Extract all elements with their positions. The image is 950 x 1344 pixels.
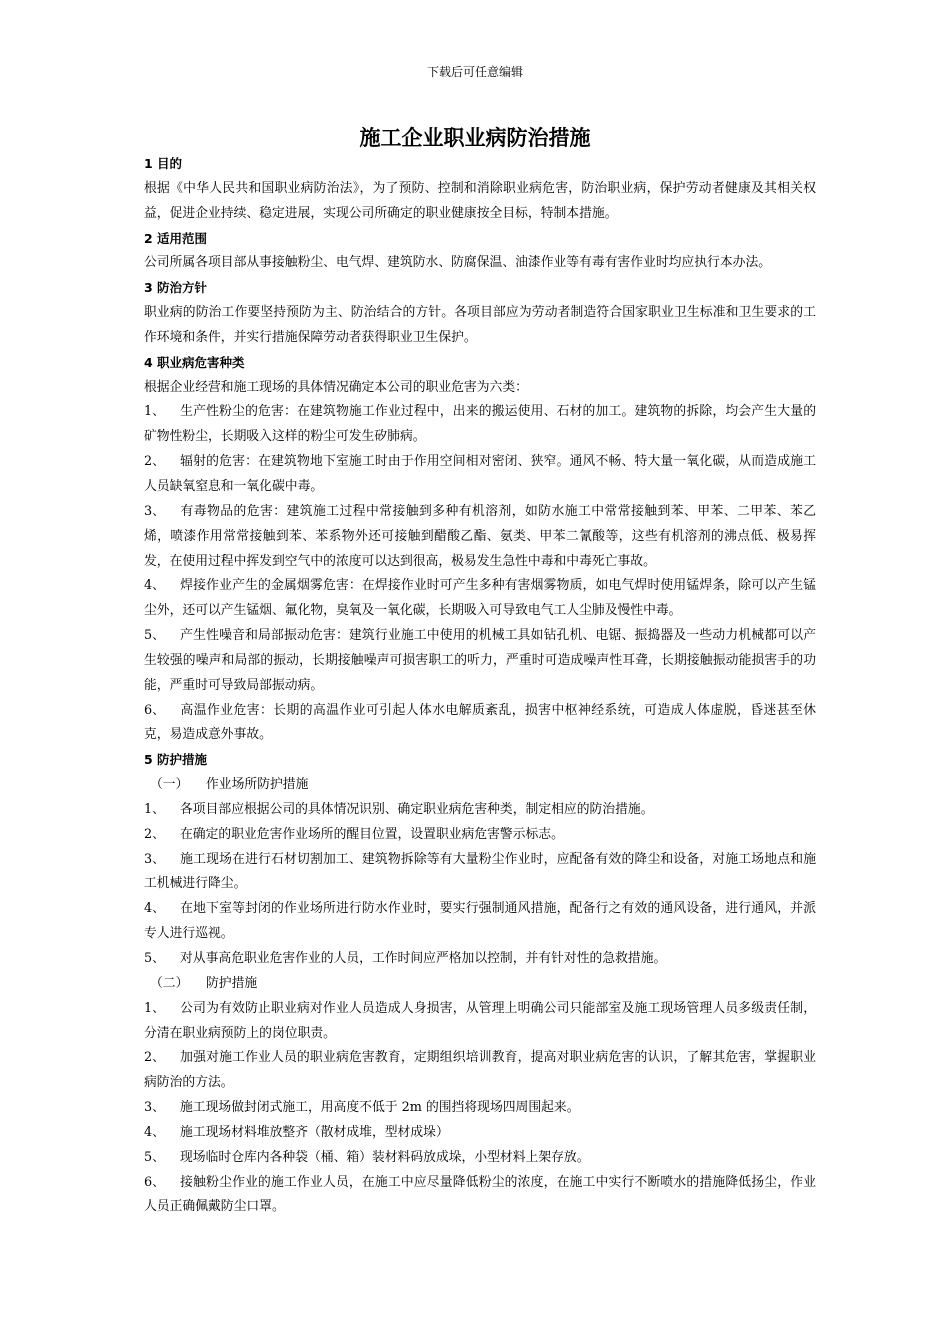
document-title: 施工企业职业病防治措施 — [359, 126, 591, 150]
item-number: 6、 — [144, 702, 165, 718]
paragraph: 根据企业经营和施工现场的具体情况确定本公司的职业危害为六类： — [144, 379, 528, 395]
item-number: 5、 — [144, 1149, 165, 1165]
list-item — [144, 1171, 816, 1221]
list-item — [144, 997, 816, 1047]
item-text: 施工现场材料堆放整齐（散材成堆，型材成垛） — [180, 1124, 449, 1140]
subsection-heading — [144, 972, 816, 997]
item-text: 作业场所防护措施 — [206, 777, 309, 793]
item-text: 产生性噪音和局部振动危害：建筑行业施工中使用的机械工具如钻孔机、电锯、振捣器及一些动力机械都可以产生较强的噪声和局部的振动，长期接触噪声可损害职工的听力，严重时可造成噪声性耳聋，长期接触振动能损害手的功能，严重时可导致局部振动病。 — [144, 628, 816, 693]
paragraph: 根据《中华人民共和国职业病防治法》，为了预防、控制和消除职业病危害，防治职业病，保护劳动者健康及其相关权益，促进企业持续、稳定进展，实现公司所确定的职业健康按全目标，特制本措施。 — [144, 180, 816, 221]
list-item — [144, 823, 816, 848]
item-text: 各项目部应根据公司的具体情况识别、确定职业病危害种类，制定相应的防治措施。 — [180, 801, 654, 817]
list-item — [144, 1046, 816, 1096]
list-item — [144, 1146, 816, 1171]
page-header: 下载后可任意编辑 — [426, 65, 523, 79]
subsection-heading — [144, 773, 816, 798]
item-text: 在确定的职业危害作业场所的醒目位置，设置职业病危害警示标志。 — [180, 826, 564, 842]
list-item — [144, 947, 816, 972]
list-item — [144, 500, 816, 575]
item-number: 1、 — [144, 1000, 165, 1016]
item-number: 3、 — [144, 851, 165, 867]
list-item — [144, 574, 816, 624]
item-number: 3、 — [144, 503, 165, 519]
list-item — [144, 400, 816, 450]
item-text: 接触粉尘作业的施工作业人员，在施工中应尽量降低粉尘的浓度，在施工中实行不断喷水的措施降低扬尘，作业人员正确佩戴防尘口罩。 — [144, 1174, 816, 1215]
item-number: （二） — [150, 975, 189, 991]
item-number: 2、 — [144, 1050, 165, 1066]
item-text: 高温作业危害：长期的高温作业可引起人体水电解质紊乱，损害中枢神经系统，可造成人体虚脱，昏迷甚至休克，易造成意外事故。 — [144, 702, 816, 743]
item-text: 辐射的危害：在建筑物地下室施工时由于作用空间相对密闭、狭窄。通风不畅、特大量一氧化碳，从而造成施工人员缺氧窒息和一氧化碳中毒。 — [144, 454, 816, 494]
paragraph: 公司所属各项目部从事接触粉尘、电气焊、建筑防水、防腐保温、油漆作业等有毒有害作业时均应执行本办法。 — [144, 255, 772, 271]
item-number: 2、 — [144, 826, 165, 842]
section-heading: 5 防护措施 — [144, 752, 208, 768]
list-item — [144, 798, 816, 823]
item-text: 生产性粉尘的危害：在建筑物施工作业过程中，出来的搬运使用、石材的加工。建筑物的拆除，均会产生大量的矿物性粉尘，长期吸入这样的粉尘可发生矽肺病。 — [144, 404, 816, 445]
document-body — [144, 152, 816, 1220]
list-item — [144, 699, 816, 749]
item-text: 防护措施 — [206, 975, 258, 991]
item-number: 5、 — [144, 628, 165, 644]
list-item — [144, 1096, 816, 1121]
item-number: 5、 — [144, 951, 165, 966]
item-text: 有毒物品的危害：建筑施工过程中常接触到多种有机溶剂，如防水施工中常常接触到苯、甲苯、二甲苯、苯乙烯，喷漆作用常常接触到苯、苯系物外还可接触到醋酸乙酯、氨类、甲苯二氰酸等，这些有机溶剂的沸点低、极易挥发，在使用过程中挥发到空气中的浓度可以达到很高，极易发生急性中毒和中毒死亡事故。 — [144, 503, 816, 569]
item-number: 1、 — [144, 404, 165, 420]
item-text: 对从事高危职业危害作业的人员，工作时间应严格加以控制，并有针对性的急救措施。 — [180, 951, 667, 966]
item-text: 施工现场做封闭式施工，用高度不低于 2m 的围挡将现场四周围起来。 — [180, 1100, 580, 1116]
item-number: 6、 — [144, 1174, 165, 1190]
item-number: 4、 — [144, 578, 165, 594]
section-heading: 4 职业病危害种类 — [144, 354, 245, 370]
item-number: 4、 — [144, 1124, 165, 1140]
section-heading: 3 防治方针 — [144, 280, 208, 296]
item-number: 3、 — [144, 1100, 165, 1116]
section-heading: 2 适用范围 — [144, 230, 208, 246]
list-item — [144, 624, 816, 699]
list-item — [144, 848, 816, 898]
list-item — [144, 1121, 816, 1146]
paragraph: 职业病的防治工作要坚持预防为主、防治结合的方针。各项目部应为劳动者制造符合国家职业卫生标准和卫生要求的工作环境和条件，并实行措施保障劳动者获得职业卫生保护。 — [144, 305, 816, 345]
item-number: 4、 — [144, 901, 165, 917]
item-text: 现场临时仓库内各种袋（桶、箱）装材料码放成垛，小型材料上架存放。 — [180, 1149, 590, 1165]
item-text: 施工现场在进行石材切割加工、建筑物拆除等有大量粉尘作业时，应配备有效的降尘和设备，对施工场地点和施工机械进行降尘。 — [144, 851, 816, 892]
item-text: 在地下室等封闭的作业场所进行防水作业时，要实行强制通风措施，配备行之有效的通风设备，进行通风，并派专人进行巡视。 — [144, 901, 816, 942]
item-text: 加强对施工作业人员的职业病危害教育，定期组织培训教育，提高对职业病危害的认识，了解其危害，掌握职业病防治的方法。 — [144, 1050, 816, 1091]
list-item — [144, 450, 816, 500]
item-text: 公司为有效防止职业病对作业人员造成人身损害，从管理上明确公司只能部室及施工现场管理人员多级责任制，分清在职业病预防上的岗位职责。 — [144, 1000, 816, 1041]
item-number: （一） — [150, 777, 189, 793]
item-number: 2、 — [144, 454, 165, 470]
list-item — [144, 897, 816, 947]
item-text: 焊接作业产生的金属烟雾危害：在焊接作业时可产生多种有害烟雾物质，如电气焊时使用锰焊条，除可以产生锰尘外，还可以产生锰烟、氟化物，臭氧及一氧化碳，长期吸入可导致电气工人尘肺及慢性中毒。 — [144, 578, 816, 619]
item-number: 1、 — [144, 801, 165, 817]
section-heading: 1 目的 — [144, 156, 183, 171]
